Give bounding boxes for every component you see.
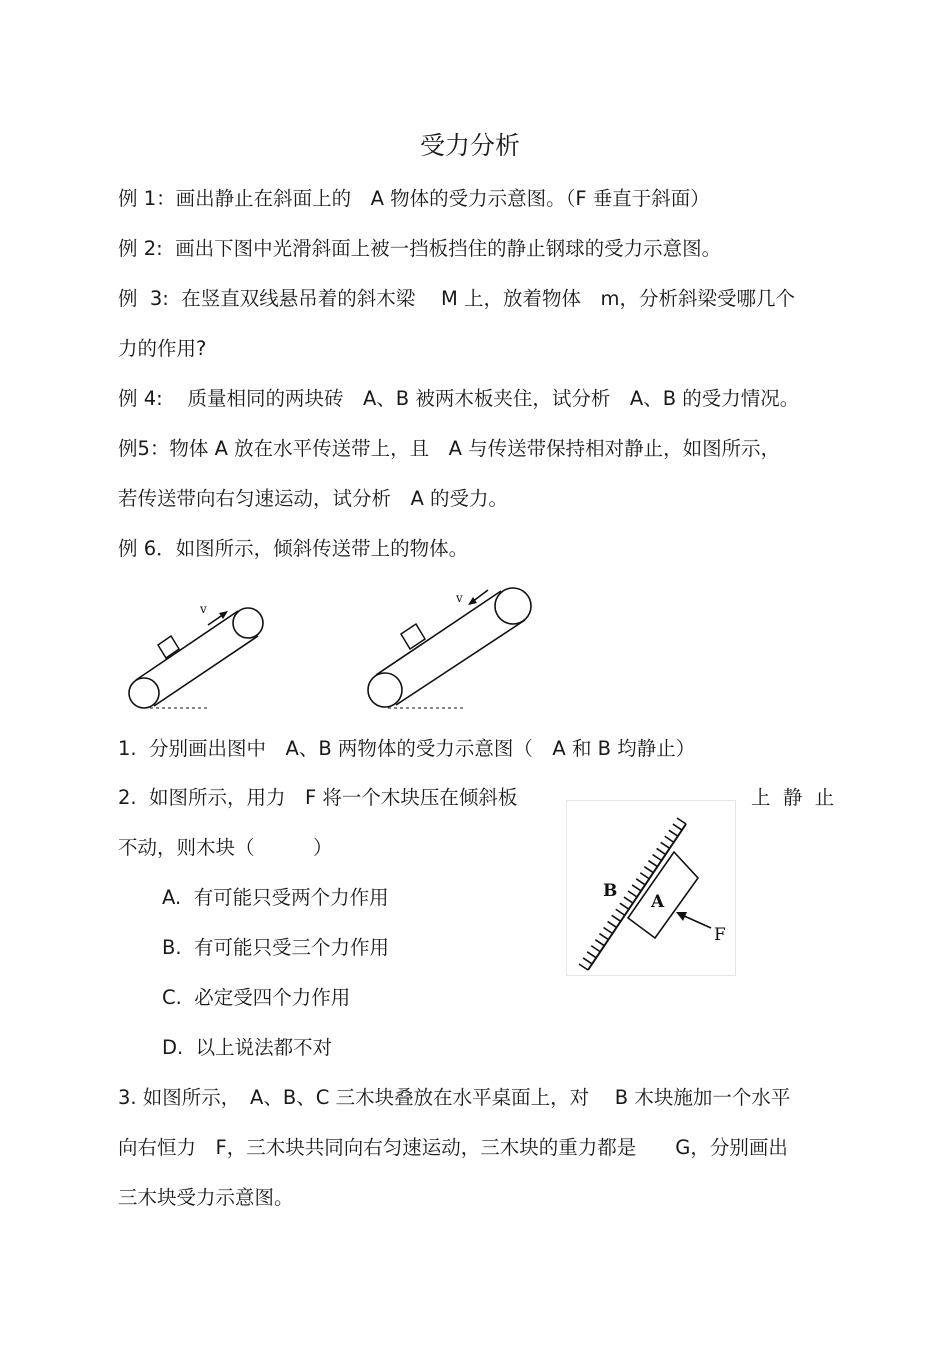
hatch-mark [640,873,649,879]
hatch-mark [604,928,613,934]
conveyor-figure-up [120,595,280,717]
example-3-line-1: 例 3: 在竖直双线悬吊着的斜木梁 M 上，放着物体 m，分析斜梁受哪几个 [118,287,795,310]
velocity-label: v [456,591,463,605]
problem-1: 1. 分别画出图中 A、B 两物体的受力示意图（ A 和 B 均静止） [118,737,696,760]
option-c: C. 必定受四个力作用 [162,986,351,1009]
board-b-label: B [603,881,618,901]
hatch-mark [644,867,653,873]
hatch-mark [579,964,588,970]
example-1: 例 1：画出静止在斜面上的 A 物体的受力示意图。（F 垂直于斜面） [118,187,710,210]
inclined-board-figure [566,800,736,976]
hatch-mark [653,855,662,861]
example-5-line-1: 例5：物体 A 放在水平传送带上，且 A 与传送带保持相对静止，如图所示， [118,437,781,460]
hatch-mark [628,891,637,897]
problem-3-line-1: 3. 如图所示， A、B、C 三木块叠放在水平桌面上，对 B 木块施加一个水平 [118,1086,791,1109]
conveyor-figure-down [358,582,543,717]
example-5-line-2: 若传送带向右匀速运动，试分析 A 的受力。 [118,487,509,510]
hatch-mark [624,897,633,903]
option-d: D. 以上说法都不对 [162,1036,333,1059]
hatch-mark [616,909,625,915]
hatch-mark [648,861,657,867]
option-b: B. 有可能只受三个力作用 [162,936,389,959]
example-6: 例 6．如图所示，倾斜传送带上的物体。 [118,537,469,560]
hatch-mark [608,921,617,927]
problem-2-line-1: 2. 如图所示，用力 F 将一个木块压在倾斜板 [118,786,518,809]
force-f-label: F [714,925,726,945]
hatch-mark [583,958,592,964]
example-2: 例 2: 画出下图中光滑斜面上被一挡板挡住的静止钢球的受力示意图。 [118,237,722,260]
hatch-mark [673,824,682,830]
hatch-mark [591,946,600,952]
option-a: A. 有可能只受两个力作用 [162,886,389,909]
hatch-mark [677,818,686,824]
problem-2-line-2: 不动，则木块（ ） [118,836,333,859]
block-a-label: A [651,892,665,912]
hatch-mark [657,848,666,854]
problem-3-line-2: 向右恒力 F，三木块共同向右匀速运动，三木块的重力都是 G，分别画出 [118,1136,788,1159]
hatch-mark [636,879,645,885]
hatch-mark [620,903,629,909]
hatch-mark [665,836,674,842]
velocity-label: v [200,602,207,616]
hatch-mark [612,915,621,921]
hatch-mark [632,885,641,891]
example-3-line-2: 力的作用? [118,337,207,360]
example-4: 例 4: 质量相同的两块砖 A、B 被两木板夹住，试分析 A、B 的受力情况。 [118,387,800,410]
problem-3-line-3: 三木块受力示意图。 [118,1186,294,1209]
hatch-mark [669,830,678,836]
hatch-mark [587,952,596,958]
hatch-mark [595,940,604,946]
hatch-mark [599,934,608,940]
page-title: 受力分析 [419,131,520,160]
problem-2-line-1-tail: 上 静 止 [751,786,835,809]
hatch-mark [661,842,670,848]
